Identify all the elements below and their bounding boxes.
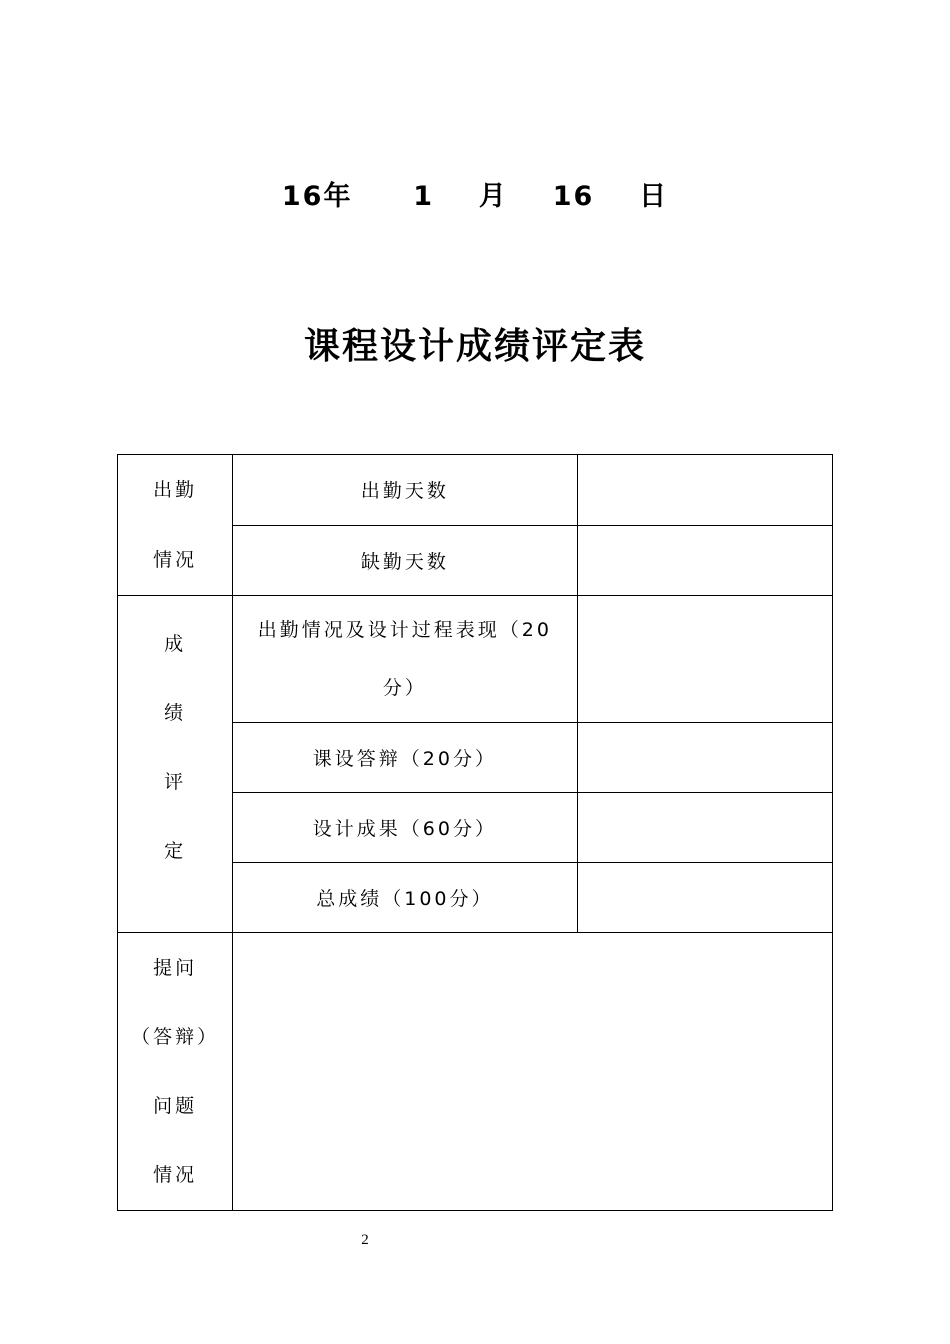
- total-score-value[interactable]: [577, 863, 832, 933]
- defense-value[interactable]: [577, 723, 832, 793]
- attendance-side-line-2: 情况: [153, 549, 198, 571]
- questions-row: [118, 933, 833, 1211]
- date-day-number: 16: [552, 181, 595, 212]
- design-result-label: 设计成果（60分）: [233, 793, 577, 863]
- date-line: [0, 174, 950, 213]
- grading-row-process: [118, 596, 833, 723]
- attendance-side-line-1: 出勤: [153, 479, 198, 501]
- grading-side-char-2: 绩: [164, 702, 187, 724]
- design-result-value[interactable]: [577, 793, 832, 863]
- attendance-side-label: [118, 455, 233, 596]
- grading-side-char-1: 成: [164, 633, 187, 655]
- questions-side-line-4: 情况: [153, 1163, 198, 1186]
- questions-side-line-3: 问题: [153, 1094, 198, 1117]
- total-score-label: 总成绩（100分）: [233, 863, 577, 933]
- date-year: 16年: [281, 181, 353, 212]
- process-performance-label: 出勤情况及设计过程表现（20分）: [233, 596, 577, 723]
- questions-side-line-2: （答辩）: [131, 1025, 220, 1048]
- absence-days-value[interactable]: [577, 525, 832, 596]
- process-performance-value[interactable]: [577, 596, 832, 723]
- grading-side-label: [118, 596, 233, 933]
- attendance-days-label: 出勤天数: [233, 455, 577, 526]
- attendance-days-value[interactable]: [577, 455, 832, 526]
- defense-label: 课设答辩（20分）: [233, 723, 577, 793]
- grade-evaluation-table: [117, 454, 833, 1211]
- absence-days-label: 缺勤天数: [233, 525, 577, 596]
- grading-side-char-3: 评: [164, 771, 187, 793]
- date-month-number: 1: [413, 181, 435, 212]
- questions-content[interactable]: [233, 933, 833, 1211]
- page-title: 课程设计成绩评定表: [303, 326, 646, 367]
- attendance-row-present: [118, 455, 833, 526]
- page-number: 2: [361, 1232, 369, 1248]
- date-month-char: 月: [478, 181, 508, 212]
- grading-side-char-4: 定: [164, 840, 187, 862]
- questions-side-line-1: 提问: [153, 956, 198, 979]
- questions-side-label: [118, 933, 233, 1211]
- date-day-char: 日: [639, 181, 669, 212]
